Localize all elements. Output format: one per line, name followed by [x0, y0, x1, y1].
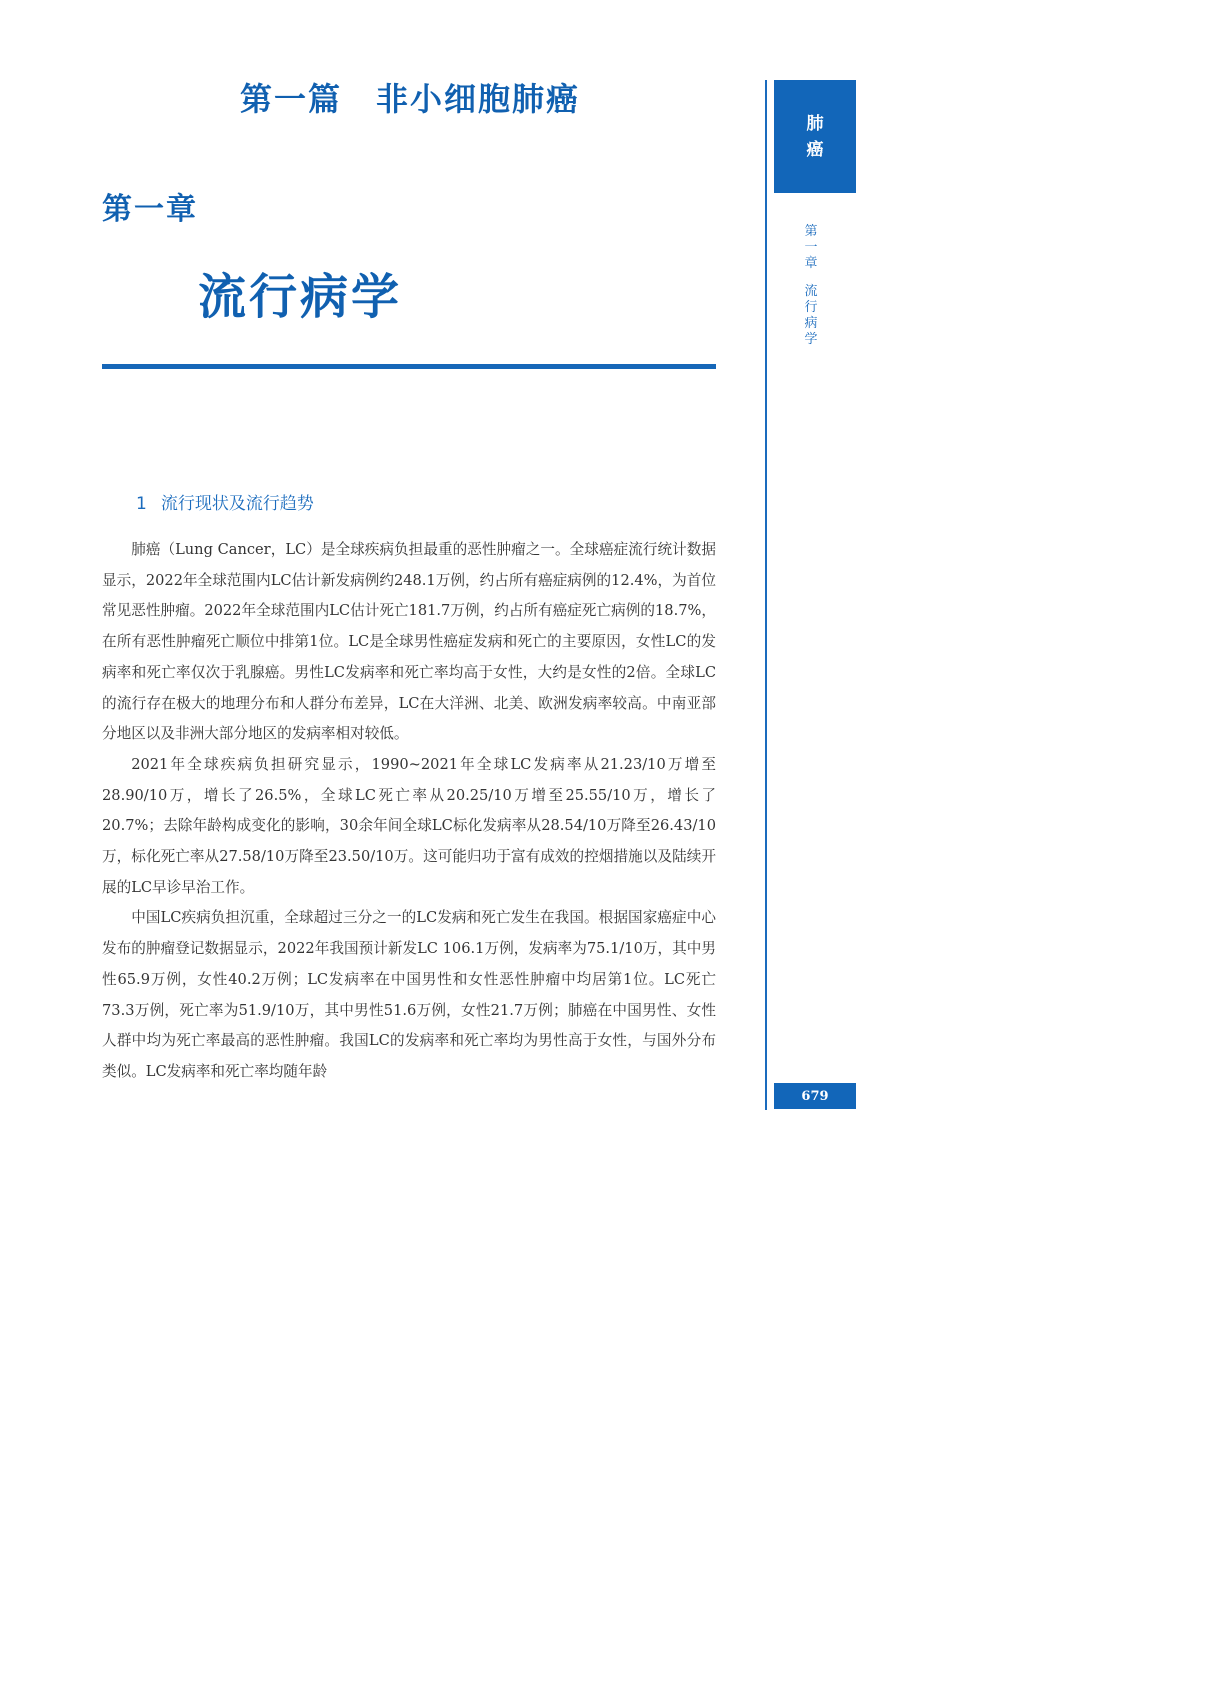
chapter-title: 流行病学 [198, 269, 403, 325]
sidebar-chapter-name: 流行病学 [804, 284, 818, 347]
paragraph-2: 2021年全球疾病负担研究显示，1990~2021年全球LC发病率从21.23/10万增至28.90/10万，增长了26.5%，全球LC死亡率从20.25/10万增至25.55/10万，增长了20.7%；去除年龄构成变化的影响，30余年间全球LC标化发病率从28.54/10万降至26.43/10万，标化死亡率从27.58/10万降至23.50/10万。这可能归功于富有成效的控烟措施以及陆续开展的LC早诊早治工作。 [102, 755, 716, 896]
sidebar-tab-char-1: 肺 [806, 113, 824, 134]
body-text [102, 535, 716, 1088]
paragraph-3: 中国LC疾病负担沉重，全球超过三分之一的LC发病和死亡发生在我国。根据国家癌症中心发布的肿瘤登记数据显示，2022年我国预计新发LC 106.1万例，发病率为75.1/10万，其中男性65.9万例，女性40.2万例；LC发病率在中国男性和女性恶性肿瘤中均居第1位。LC死亡73.3万例，死亡率为51.9/10万，其中男性51.6万例，女性21.7万例；肺癌在中国男性、女性人群中均为死亡率最高的恶性肿瘤。我国LC的发病率和死亡率均为男性高于女性，与国外分布类似。LC发病率和死亡率均随年龄 [102, 909, 716, 1080]
section-number: 1 [136, 494, 147, 514]
sidebar-tab-char-2: 癌 [806, 139, 824, 160]
sidebar-chapter-label [800, 224, 822, 348]
page-number: 679 [774, 1083, 856, 1109]
sidebar-rule [765, 80, 767, 1110]
section-title: 流行现状及流行趋势 [160, 494, 314, 514]
part-title: 第一篇 非小细胞肺癌 [240, 80, 581, 118]
section-heading [136, 489, 314, 514]
paragraph-1: 肺癌（Lung Cancer，LC）是全球疾病负担最重的恶性肿瘤之一。全球癌症流行统计数据显示，2022年全球范围内LC估计新发病例约248.1万例，约占所有癌症病例的12.4%，为首位常见恶性肿瘤。2022年全球范围内LC估计死亡181.7万例，约占所有癌症死亡病例的18.7%，在所有恶性肿瘤死亡顺位中排第1位。LC是全球男性癌症发病和死亡的主要原因，女性LC的发病率和死亡率仅次于乳腺癌。男性LC发病率和死亡率均高于女性，大约是女性的2倍。全球LC的流行存在极大的地理分布和人群分布差异，LC在大洋洲、北美、欧洲发病率较高。中南亚部分地区以及非洲大部分地区的发病率相对较低。 [102, 541, 716, 743]
sidebar-chapter-number: 第一章 [804, 224, 818, 271]
chapter-divider [102, 364, 716, 369]
chapter-number: 第一章 [102, 192, 198, 227]
sidebar-tab [774, 80, 856, 193]
